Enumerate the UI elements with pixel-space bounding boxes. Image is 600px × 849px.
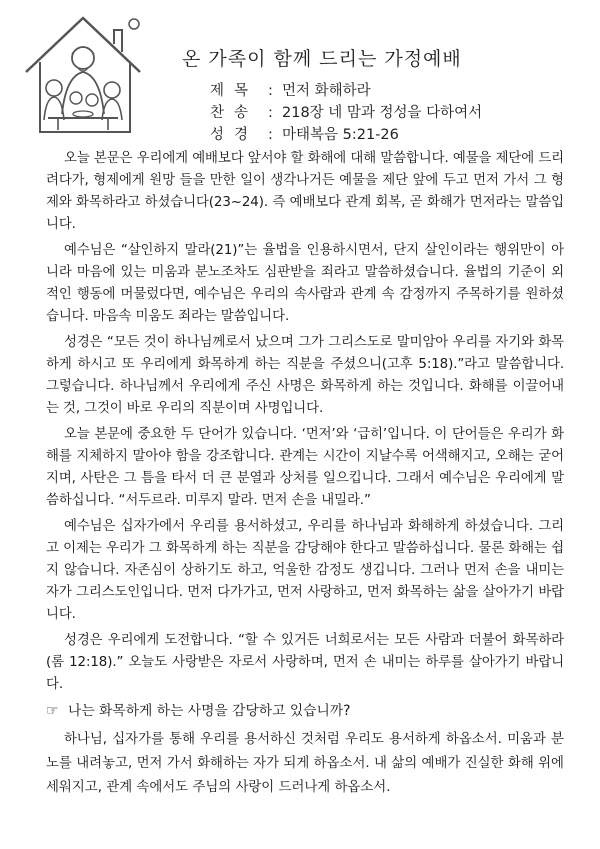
colon: : [268,83,273,99]
paragraph: 예수님은 십자가에서 우리를 용서하셨고, 우리를 하나님과 화해하게 하셨습니다. 그리고 이제는 우리가 그 화목하게 하는 직분을 감당해야 한다고 말씀하십니다. 물론 화해는 쉽지 않습니다. 자존심이 상하기도 하고, 억울한 감정도 생깁니다. 그러나 먼저 손을 내미는 자가 그리스도인입니다. 먼저 다가가고, 먼저 사랑하고, 먼저 화목하는 삶을 살아가기 바랍니다. [46,519,564,622]
paragraph: 오늘 본문은 우리에게 예배보다 앞서야 할 화해에 대해 말씀합니다. 예물을 제단에 드리려다가, 형제에게 원망 들을 만한 일이 생각나거든 예물을 제단 앞에 두고 먼저 가서 그 형제와 화목하라고 하셨습니다(23~24). 즉 예배보다 관계 회복, 곧 화해가 먼저라는 말씀입니다. [46,151,564,232]
family-worship-logo-icon [18,10,148,140]
scripture-row [210,124,482,146]
page-title: 온 가족이 함께 드리는 가정예배 [182,48,462,70]
scripture-label: 성경 [210,127,259,143]
hymn-label: 찬송 [210,105,259,121]
worship-info [210,80,482,146]
colon: : [268,105,273,121]
hymn-row [210,102,482,124]
page-header [0,0,600,150]
reflection-question [46,700,564,722]
paragraph: 예수님은 “살인하지 말라(21)”는 율법을 인용하시면서, 단지 살인이라는 행위만이 아니라 마음에 있는 미움과 분노조차도 심판받을 죄라고 말씀하셨습니다. 율법의 기준이 외적인 행동에 머물렀다면, 예수님은 우리의 속사람과 관계 속 감정까지 주목하기를 원하셨습니다. 마음속 미움도 죄라는 말씀입니다. [46,243,564,324]
topic-value: 먼저 화해하라 [282,83,371,99]
sermon-body [46,148,564,800]
paragraph: 성경은 “모든 것이 하나님께로서 났으며 그가 그리스도로 말미암아 우리를 자기와 화목하게 하시고 또 우리에게 화목하게 하는 직분을 주셨으니(고후 5:18).”라고 말씀합니다. 그렇습니다. 하나님께서 우리에게 주신 사명은 화목하게 하는 것입니다. 화해를 이끌어내는 것, 그것이 바로 우리의 직분이며 사명입니다. [46,335,564,416]
topic-row [210,80,482,102]
prayer-paragraph: 하나님, 십자가를 통해 우리를 용서하신 것처럼 우리도 용서하게 하옵소서. 미움과 분노를 내려놓고, 먼저 가서 화해하는 자가 되게 하옵소서. 내 삶의 예배가 진실한 화해 위에 세워지고, 관계 속에서도 주님의 사랑이 드러나게 하옵소서. [46,732,564,795]
question-text: 나는 화목하게 하는 사명을 감당하고 있습니까? [68,703,351,719]
pointing-hand-icon: ☞ [46,703,59,719]
topic-label: 제목 [210,83,259,99]
paragraph: 성경은 우리에게 도전합니다. “할 수 있거든 너희로서는 모든 사람과 더불어 화목하라(롬 12:18).” 오늘도 사랑받은 자로서 사랑하며, 먼저 손 내미는 하루를 살아가기 바랍니다. [46,633,564,692]
scripture-value: 마태복음 5:21-26 [282,127,399,143]
colon: : [268,127,273,143]
hymn-value: 218장 네 맘과 정성을 다하여서 [282,105,483,121]
paragraph: 오늘 본문에 중요한 두 단어가 있습니다. ‘먼저’와 ‘급히’입니다. 이 단어들은 우리가 화해를 지체하지 말아야 함을 강조합니다. 관계는 시간이 지날수록 어색해지고, 오해는 굳어지며, 사탄은 그 틈을 타서 더 큰 분열과 상처를 일으킵니다. 그래서 예수님은 우리에게 말씀하십니다. “서두르라. 미루지 말라. 먼저 손을 내밀라.” [46,427,564,508]
